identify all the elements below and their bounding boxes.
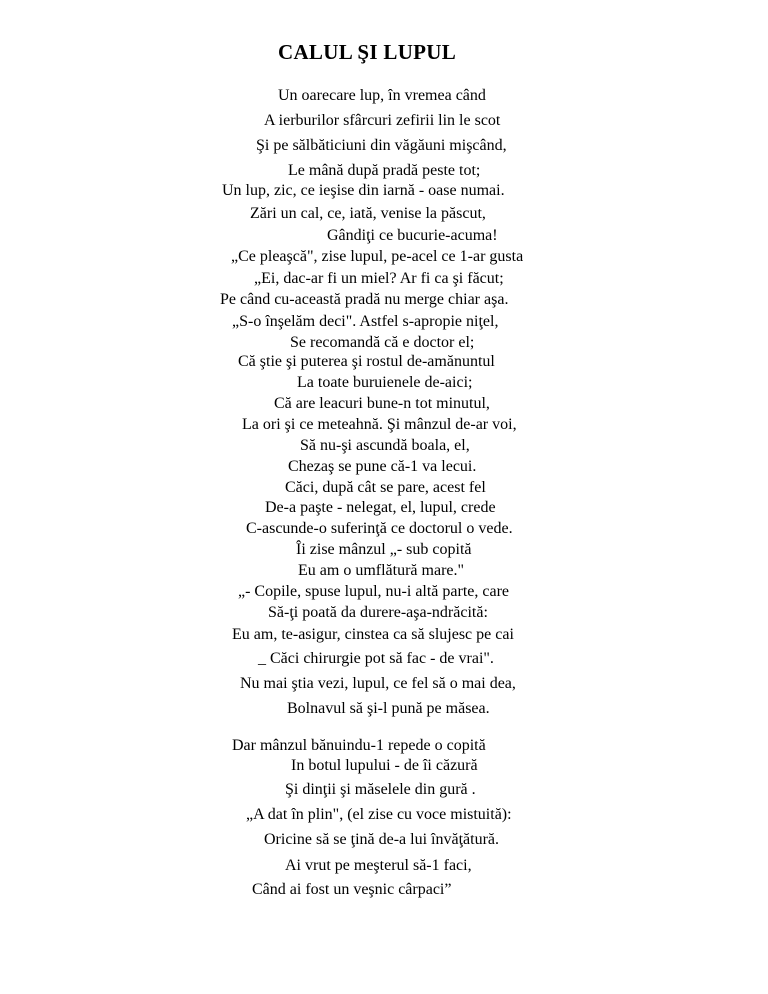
poem-line: A ierburilor sfârcuri zefirii lin le scot: [264, 112, 501, 129]
poem-line: C-ascunde-o suferinţă ce doctorul o vede.: [246, 520, 513, 537]
poem-line: Că are leacuri bune-n tot minutul,: [274, 395, 490, 412]
poem-line: Zări un cal, ce, iată, venise la păscut,: [250, 205, 486, 222]
poem-line: Se recomandă că e doctor el;: [290, 334, 475, 351]
poem-line: Să nu-şi ascundă boala, el,: [300, 437, 470, 454]
poem-line: Nu mai ştia vezi, lupul, ce fel să o mai dea,: [240, 675, 516, 692]
poem-title: CALUL ŞI LUPUL: [278, 40, 457, 64]
poem-line: Eu am, te-asigur, cinstea ca să slujesc pe cai: [232, 626, 514, 643]
poem-line: Bolnavul să şi-l pună pe măsea.: [287, 700, 490, 717]
poem-line: „- Copile, spuse lupul, nu-i altă parte, care: [238, 583, 510, 600]
poem-line: Le mână după pradă peste tot;: [288, 162, 481, 179]
poem-line: Când ai fost un veşnic cârpaci”: [252, 881, 452, 898]
poem-line: Căci, după cât se pare, acest fel: [285, 479, 486, 496]
poem-line: Gândiţi ce bucurie-acuma!: [327, 227, 498, 244]
poem-line: Pe când cu-această pradă nu merge chiar aşa.: [220, 291, 509, 308]
poem-line: „A dat în plin", (el zise cu voce mistuită):: [246, 806, 512, 823]
poem-line: „Ei, dac-ar fi un miel? Ar fi ca şi făcut;: [254, 270, 504, 287]
poem-line: Un lup, zic, ce ieşise din iarnă - oase numai.: [222, 182, 505, 199]
poem-line: „Ce pleaşcă", zise lupul, pe-acel ce 1-ar gusta: [231, 248, 524, 265]
poem-line: De-a paşte - nelegat, el, lupul, crede: [265, 499, 496, 516]
poem-line: _ Căci chirurgie pot să fac - de vrai".: [258, 650, 494, 667]
poem-line: „S-o înşelăm deci". Astfel s-apropie niţel,: [232, 313, 499, 330]
poem-line: Un oarecare lup, în vremea când: [278, 87, 486, 104]
poem-line: Chezaş se pune că-1 va lecui.: [288, 458, 477, 475]
poem-line: In botul lupului - de îi căzură: [291, 757, 478, 774]
poem-line: Eu am o umflătură mare.": [298, 562, 465, 579]
poem-line: Oricine să se ţină de-a lui învăţătură.: [264, 831, 500, 848]
poem-line: Îi zise mânzul „- sub copită: [296, 541, 472, 558]
poem-line: Ai vrut pe meşterul să-1 faci,: [285, 857, 472, 874]
poem-line: La toate buruienele de-aici;: [297, 374, 473, 391]
poem-line: Dar mânzul bănuindu-1 repede o copită: [232, 737, 486, 754]
poem-line: Să-ţi poată da durere-aşa-ndrăcită:: [268, 604, 488, 621]
poem-line: Şi dinţii şi măselele din gură .: [285, 781, 476, 798]
poem-line: Şi pe sălbăticiuni din văgăuni mişcând,: [256, 137, 507, 154]
poem-line: Că ştie şi puterea şi rostul de-amănuntul: [238, 353, 495, 370]
poem-line: La ori şi ce meteahnă. Şi mânzul de-ar voi,: [242, 416, 517, 433]
